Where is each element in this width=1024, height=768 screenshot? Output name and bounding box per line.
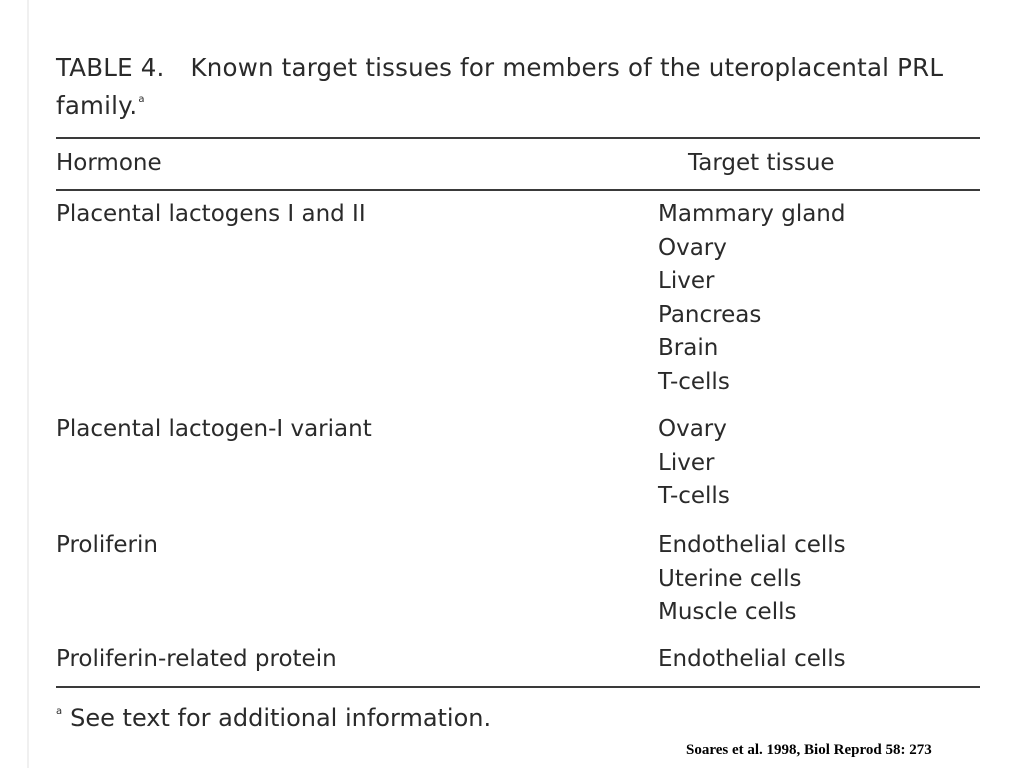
title-footnote-mark: a (138, 94, 145, 105)
tissue-item: T-cells (658, 483, 730, 509)
table-row-tissues (658, 198, 845, 399)
tissue-item: Mammary gland (658, 201, 846, 227)
table-row-tissues (658, 529, 846, 630)
citation: Soares et al. 1998, Biol Reprod 58: 273 (686, 742, 932, 758)
table-row-tissues (658, 413, 730, 514)
table-row-tissues (658, 643, 846, 677)
tissue-item: Endothelial cells (658, 532, 846, 558)
table-bottom-rule (56, 686, 980, 688)
tissue-item: Brain (658, 335, 719, 361)
column-header-hormone: Hormone (56, 150, 162, 176)
table-row-hormone: Proliferin-related protein (56, 646, 337, 672)
tissue-item: Pancreas (658, 301, 762, 328)
tissue-item: Muscle cells (658, 599, 797, 625)
tissue-item: Ovary (658, 416, 727, 442)
table-label: TABLE 4. (56, 53, 165, 82)
tissue-item: Endothelial cells (658, 646, 846, 672)
tissue-item: Uterine cells (658, 565, 802, 592)
table-footnote (56, 692, 491, 738)
column-header-target-tissue: Target tissue (688, 150, 835, 176)
table-header-rule (56, 189, 980, 191)
tissue-item: T-cells (658, 368, 730, 395)
tissue-item: Ovary (658, 234, 727, 261)
table-row-hormone: Proliferin (56, 532, 158, 558)
table-title-text: Known target tissues for members of the uteroplacental PRL family. (56, 53, 944, 120)
table-row-hormone: Placental lactogens I and II (56, 201, 366, 227)
tissue-item: Liver (658, 268, 715, 294)
table-top-rule (56, 137, 980, 139)
footnote-text: See text for additional information. (70, 704, 492, 732)
page-edge-line (27, 0, 29, 768)
tissue-item: Liver (658, 449, 715, 476)
table-title (56, 52, 986, 122)
footnote-mark: a (56, 706, 63, 717)
table-row-hormone: Placental lactogen-I variant (56, 416, 372, 442)
